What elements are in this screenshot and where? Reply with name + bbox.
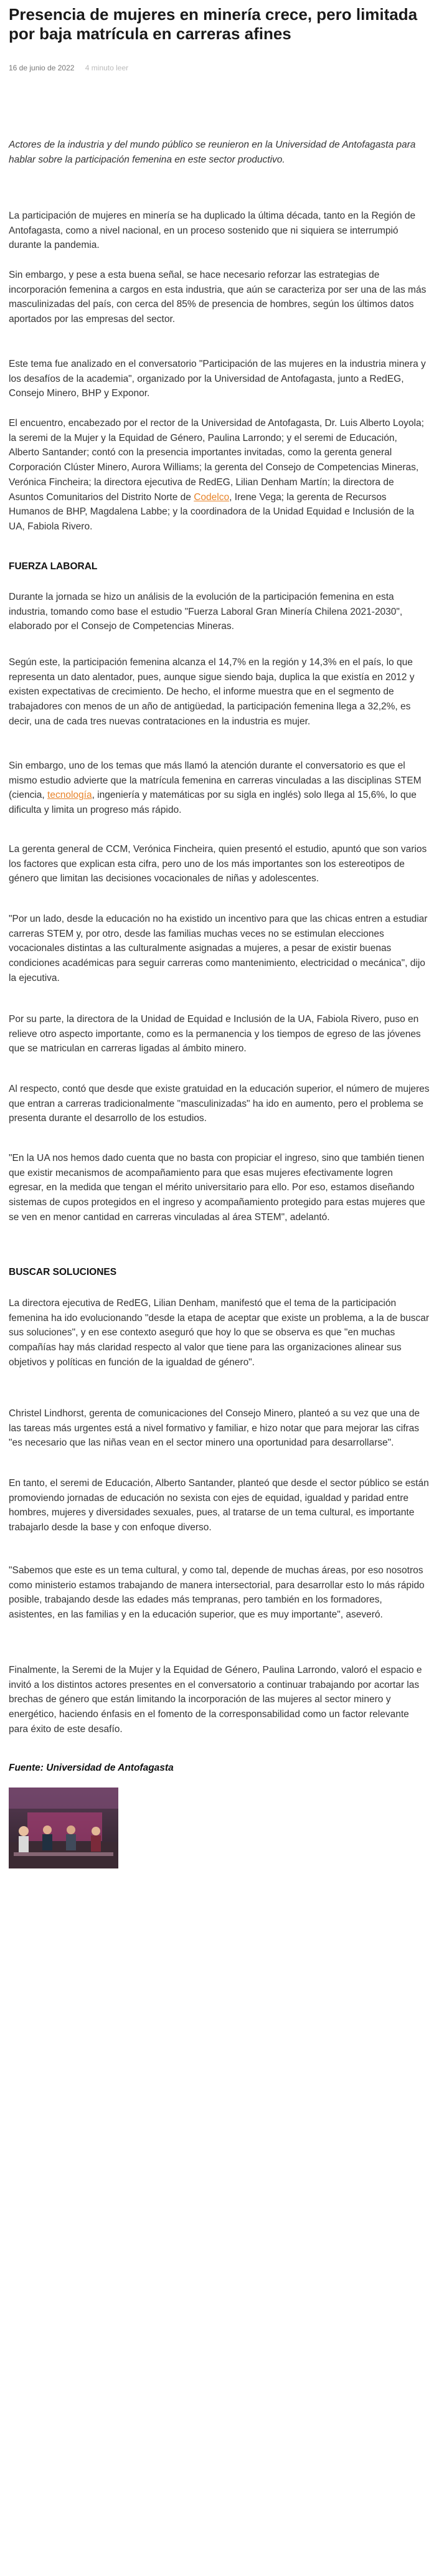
event-photo[interactable] [9,1788,118,1868]
paragraph-4-text-a: El encuentro, encabezado por el rector de la Universidad de Antofagasta, Dr. Luis Alberto Loyola; la seremi de la Mujer y la Equidad de Género, Paulina Larrondo; y el seremi de Educación, Alberto Santander; contó con la presencia importantes invitadas, como la gerenta general Corporación Clúster Minero, Aurora Williams; la gerenta del Consejo de Competencias Mineras, Verónica Fincheira; la directora ejecutiva de RedEG, Lilian Denham Martín; la directora de Asuntos Comunitarios del Distrito Norte de [9,418,424,503]
paragraph-8: La gerenta general de CCM, Verónica Fincheira, quien presentó el estudio, apuntó que son varios los factores que explican esta cifra, pero uno de los más importantes son los estereotipos de género que limitan las decisiones vocacionales de niñas y adolescentes. [9,844,427,884]
paragraph-6: Según este, la participación femenina alcanza el 14,7% en la región y 14,3% en el país, lo que representa un dato alentador, pues, aunque sigue siendo baja, duplica la que existía en 2012 y existen expectativas de crecimiento. De hecho, el informe muestra que en el segmento de trabajadores con menos de un año de antigüedad, la participación femenina llega a 32,2%, es decir, una de cada tres nuevas contrataciones en la industria es mujer. [9,657,415,727]
article-source: Fuente: Universidad de Antofagasta [9,1763,174,1773]
paragraph-17: Finalmente, la Seremi de la Mujer y la Equidad de Género, Paulina Larrondo, valoró el espacio e invitó a los distintos actores presentes en el conversatorio a continuar trabajando por acortar las brechas de género que están limitando la incorporación de las mujeres al sector minero y energético, haciendo énfasis en el fomento de la corresponsabilidad como un factor relevante para éxito de este desafío. [9,1665,422,1735]
paragraph-5: Durante la jornada se hizo un análisis de la evolución de la participación femenina en esta industria, tomando como base el estudio "Fuerza Laboral Gran Minería Chilena 2021-2030", elaborado por el Consejo de Competencias Mineras. [9,592,403,632]
section-heading-fuerza-laboral: FUERZA LABORAL [9,561,98,572]
article-lead: Actores de la industria y del mundo público se reunieron en la Universidad de Antofagasta para hablar sobre la participación femenina en este sector productivo. [9,140,416,165]
article-meta [9,64,128,72]
reading-time: 4 minuto leer [85,64,129,72]
paragraph-10: Por su parte, la directora de la Unidad de Equidad e Inclusión de la UA, Fabiola Rivero, puso en relieve otro aspecto importante, como es la permanencia y los tiempos de egreso de las jóvenes que se matriculan en carreras ligadas al ámbito minero. [9,1014,421,1054]
paragraph-7 [9,759,430,818]
paragraph-1: La participación de mujeres en minería se ha duplicado la última década, tanto en la Región de Antofagasta, como a nivel nacional, en un proceso sostenido que ni siquiera se interrumpió durante la pandemia. [9,211,416,251]
paragraph-14: Christel Lindhorst, gerenta de comunicaciones del Consejo Minero, planteó a su vez que una de las tareas más urgentes está a nivel formativo y familiar, e hizo notar que para mejorar las cifras "es necesario que las niñas vean en el sector minero una oportunidad para desarrollarse". [9,1408,420,1449]
event-photo-illustration [9,1788,118,1868]
section-heading-buscar-soluciones: BUSCAR SOLUCIONES [9,1267,117,1277]
paragraph-12: "En la UA nos hemos dado cuenta que no basta con propiciar el ingreso, sino que también tienen que existir mecanismos de acompañamiento para que esas mujeres efectivamente logren egresar, en la medida que tengan el mérito universitario para ello. Por eso, estamos diseñando sistemas de cupos protegidos en el ingreso y acompañamiento protegido para estas mujeres que se ven en menor cantidad en carreras vinculadas al área STEM", adelantó. [9,1153,425,1223]
article-title: Presencia de mujeres en minería crece, pero limitada por baja matrícula en carreras afines [9,5,418,43]
publish-date: 16 de junio de 2022 [9,64,75,72]
paragraph-13: La directora ejecutiva de RedEG, Lilian Denham, manifestó que el tema de la participación femenina ha ido evolucionando "desde la etapa de aceptar que existe un problema, a la de buscar sus soluciones", y en ese contexto aseguró que hoy lo que se observa es que "en muchas compañías hay más claridad respecto al valor que tiene para las organizaciones alinear sus objetivos y políticas en función de la igualdad de género". [9,1298,430,1368]
paragraph-2: Sin embargo, y pese a esta buena señal, se hace necesario reforzar las estrategias de incorporación femenina a cargos en esta industria, que aún se caracteriza por ser una de las más masculinizadas del país, con cerca del 85% de presencia de hombres, según los últimos datos aportados por las empresas del sector. [9,270,427,325]
codelco-link[interactable]: Codelco [194,491,230,503]
paragraph-3: Este tema fue analizado en el conversatorio "Participación de las mujeres en la industria minera y los desafíos de la academia", organizado por la Universidad de Antofagasta, junto a RedEG, Consejo Minero, BHP y Exponor. [9,359,426,399]
paragraph-7-text-a: Sin embargo, uno de los temas que más llamó la atención durante el conversatorio es que el mismo estudio advierte que la matrícula femenina en carreras vinculadas a las disciplinas STEM (ciencia, [9,760,422,801]
paragraph-4 [9,416,430,534]
paragraph-16: "Sabemos que este es un tema cultural, y como tal, depende de muchas áreas, por eso nosotros como ministerio estamos trabajando de manera intersectorial, para desarrollar esto lo más rápido posible, trabajando desde las edades más tempranas, pero también en los formadores, asistentes, en las familias y en la educación superior, que es muy importante", aseveró. [9,1565,425,1621]
paragraph-4-text-b: , Irene Vega; la gerenta de Recursos Humanos de BHP, Magdalena Labbe; y la coordinadora de la Unidad Equidad e Inclusión de la UA, Fabiola Rivero. [9,491,415,532]
tecnologia-link[interactable]: tecnología [47,790,92,801]
paragraph-11: Al respecto, contó que desde que existe gratuidad en la educación superior, el número de mujeres que entran a carreras tradicionalmente "masculinizadas" ha ido en aumento, pero el problema se presenta durante el desarrollo de los estudios. [9,1084,430,1124]
paragraph-15: En tanto, el seremi de Educación, Alberto Santander, planteó que desde el sector público se están promoviendo jornadas de educación no sexista con ejes de equidad, igualdad y paridad entre hombres, mujeres y diversidades sexuales, pues, al tratarse de un tema cultural, es importante trabajarlo desde la base y con enfoque diverso. [9,1478,429,1533]
paragraph-9: "Por un lado, desde la educación no ha existido un incentivo para que las chicas entren a estudiar carreras STEM y, por otro, desde las familias muchas veces no se estimulan elecciones vocacionales distintas a las culturalmente asignadas a mujeres, a pesar de existir buenas condiciones académicas para seguir carreras como mantenimiento, electricidad o mecánica", dijo la ejecutiva. [9,914,428,983]
paragraph-7-text-b: , ingeniería y matemáticas por su sigla en inglés) solo llega al 15,6%, lo que dificulta y limita un progreso más rápido. [9,790,417,816]
